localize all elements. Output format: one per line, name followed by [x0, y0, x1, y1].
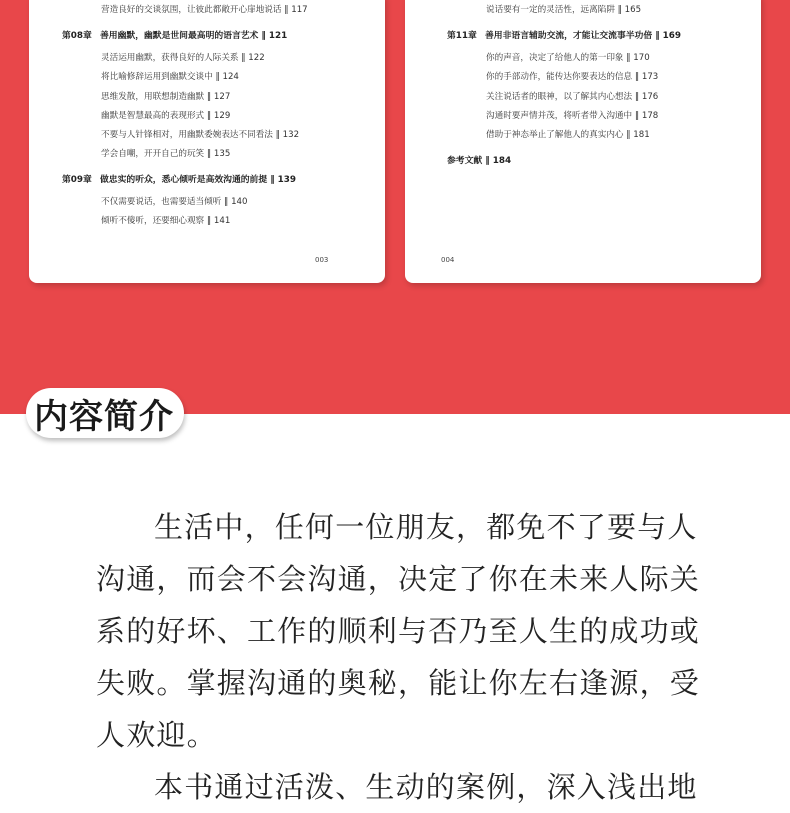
intro-paragraph: 生活中，任何一位朋友，都免不了要与人沟通，而会不会沟通，决定了你在未来人际关系的好坏、工作的顺利与否乃至人生的成功或失败。掌握沟通的奥秘，能让你左右逢源，受人欢迎。: [96, 510, 701, 752]
toc-entry: 倾听不傻听，还要细心观察 ‖ 141: [101, 216, 231, 226]
toc-chapter-entry: [447, 30, 681, 42]
toc-entry: 关注说话者的眼神，以了解其内心想法 ‖ 176: [486, 92, 659, 102]
toc-entry: 沟通时要声情并茂，将听者带入沟通中 ‖ 178: [486, 111, 659, 121]
toc-entry: 说话要有一定的灵活性，远离陷阱 ‖ 165: [486, 5, 642, 15]
toc-entry: 营造良好的交谈氛围，让彼此都敞开心扉地说话 ‖ 117: [101, 5, 308, 15]
section-title-badge: [26, 388, 184, 438]
chapter-number: 第09章: [62, 175, 92, 185]
toc-entry: 不仅需要说话，也需要适当倾听 ‖ 140: [101, 197, 248, 207]
toc-page-left: [29, 0, 385, 283]
toc-entry: 灵活运用幽默，获得良好的人际关系 ‖ 122: [101, 53, 265, 63]
toc-chapter-entry: [62, 174, 296, 186]
toc-entry: 你的手部动作，能传达你要表达的信息 ‖ 173: [486, 72, 659, 82]
toc-references-entry: 参考文献 ‖ 184: [447, 156, 512, 166]
toc-entry: 学会自嘲，开开自己的玩笑 ‖ 135: [101, 149, 231, 159]
chapter-title: 善用非语言辅助交流，才能让交流事半功倍 ‖ 169: [485, 31, 682, 41]
chapter-title: 做忠实的听众，悉心倾听是高效沟通的前提 ‖ 139: [100, 175, 297, 185]
toc-entry: 借助于神态举止了解他人的真实内心 ‖ 181: [486, 130, 650, 140]
intro-text: [96, 501, 700, 813]
toc-page-right: [405, 0, 761, 283]
toc-entry: 你的声音，决定了给他人的第一印象 ‖ 170: [486, 53, 650, 63]
page-number: 004: [441, 256, 455, 264]
page-number: 003: [315, 256, 329, 264]
chapter-number: 第08章: [62, 31, 92, 41]
toc-entry: 幽默是智慧最高的表现形式 ‖ 129: [101, 111, 231, 121]
toc-chapter-entry: [62, 30, 287, 42]
section-title: 内容简介: [34, 396, 174, 437]
toc-entry: 思维发散，用联想制造幽默 ‖ 127: [101, 92, 231, 102]
intro-paragraph: 本书通过活泼、生动的案例，深入浅出地: [154, 770, 698, 804]
toc-entry: 将比喻修辞运用到幽默交谈中 ‖ 124: [101, 72, 239, 82]
toc-entry: 不要与人针锋相对，用幽默委婉表达不同看法 ‖ 132: [101, 130, 300, 140]
chapter-number: 第11章: [447, 31, 477, 41]
chapter-title: 善用幽默，幽默是世间最高明的语言艺术 ‖ 121: [100, 31, 288, 41]
